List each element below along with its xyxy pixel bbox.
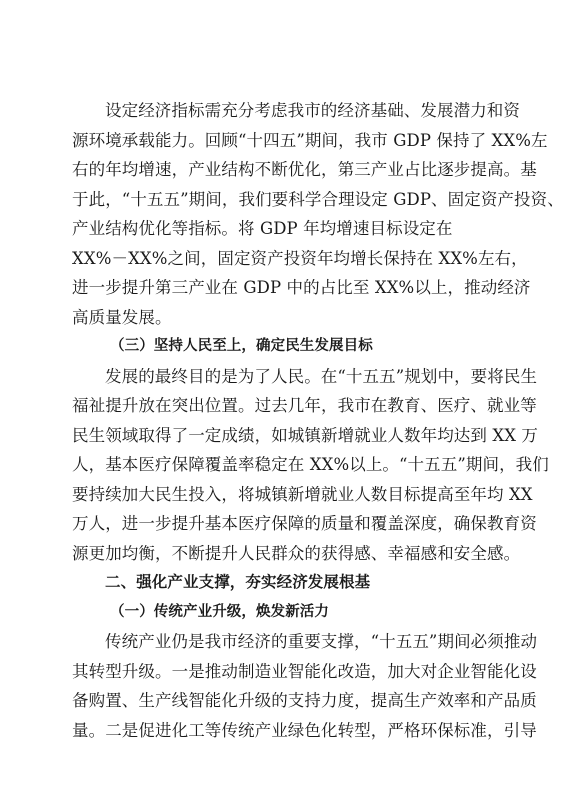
paragraph-line-9: 发展的最终目的是为了人民。在“十五五”规划中，要将民生 [105,366,538,386]
subheading-3: （三）坚持人民至上，确定民生发展目标 [110,338,373,354]
paragraph-line-3: 右的年均增速，产业结构不断优化，第三产业占比逐步提高。基 [72,160,537,179]
paragraph-line-13: 要持续加大民生投入，将城镇新增就业人数目标提高至年均 XX [72,484,533,504]
paragraph-line-12: 人，基本医疗保障覆盖率稳定在 XX%以上。“十五五”期间，我们 [72,455,549,474]
paragraph-line-8: 高质量发展。 [72,307,172,327]
paragraph-line-16: 传统产业仍是我市经济的重要支撑，“十五五”期间必须推动 [105,632,538,651]
subheading-1: （一）传统产业升级，焕发新活力 [110,603,329,620]
section-heading-2: 二、强化产业支撑，夯实经济发展根基 [105,573,371,591]
paragraph-line-10: 福祉提升放在突出位置。过去几年，我市在教育、医疗、就业等 [72,396,537,415]
paragraph-line-11: 民生领域取得了一定成绩，如城镇新增就业人数年均达到 XX 万 [72,425,538,445]
paragraph-line-14: 万人，进一步提升基本医疗保障的质量和覆盖深度，确保教育资 [72,514,537,533]
paragraph-line-17: 其转型升级。一是推动制造业智能化改造，加大对企业智能化设 [72,661,537,681]
paragraph-line-7: 进一步提升第三产业在 GDP 中的占比至 XX%以上，推动经济 [72,278,531,297]
paragraph-line-2: 源环境承载能力。回顾“十四五”期间，我市 GDP 保持了 XX%左 [72,130,548,150]
paragraph-line-15: 源更加均衡，不断提升人民群众的获得感、幸福感和安全感。 [72,543,521,563]
paragraph-line-1: 设定经济指标需充分考虑我市的经济基础、发展潜力和资 [105,101,520,120]
paragraph-line-4: 于此，“十五五”期间，我们要科学合理设定 GDP、固定资产投资、 [72,189,564,209]
paragraph-line-18: 备购置、生产线智能化升级的支持力度，提高生产效率和产品质 [72,691,537,710]
paragraph-line-5: 产业结构优化等指标。将 GDP 年均增速目标设定在 [72,219,453,238]
paragraph-line-19: 量。二是促进化工等传统产业绿色化转型，严格环保标准，引导 [72,720,537,740]
document-page [72,96,564,745]
paragraph-line-6: XX%－XX%之间，固定资产投资年均增长保持在 XX%左右， [72,248,528,268]
